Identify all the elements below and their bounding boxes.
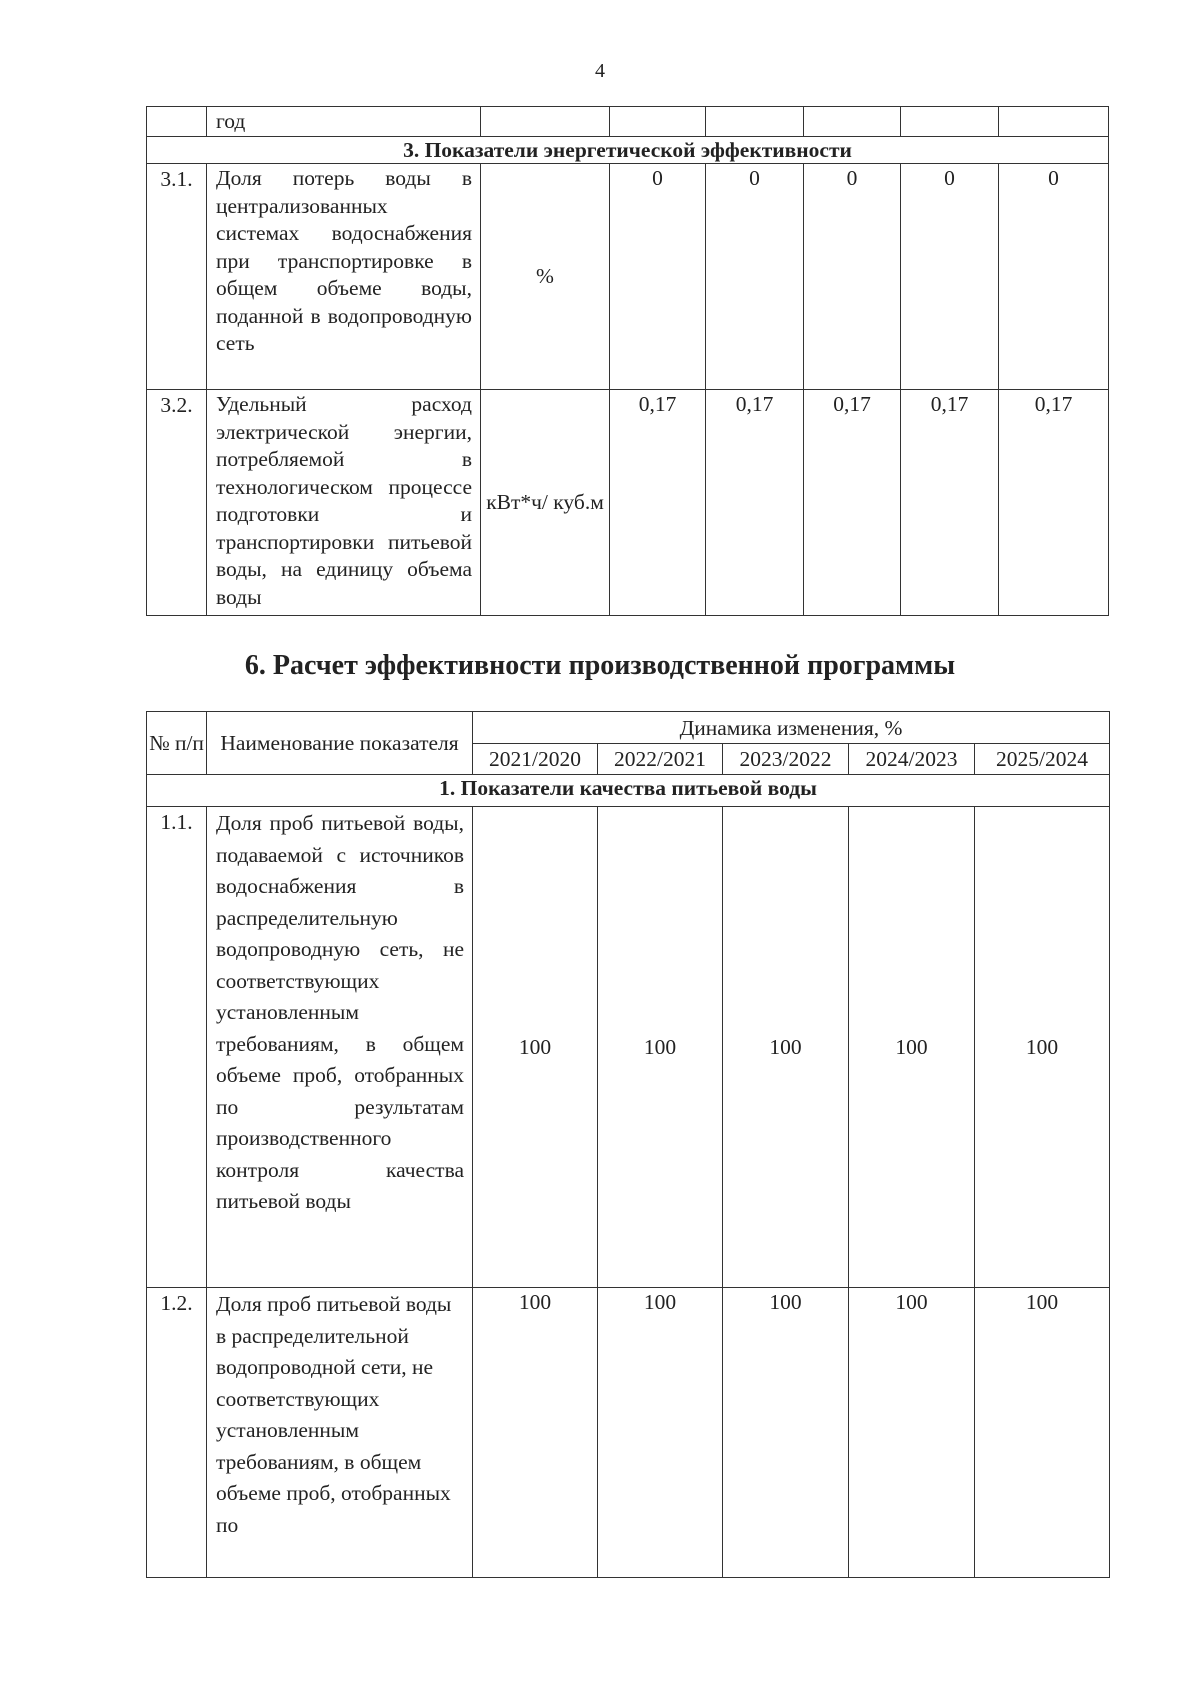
value-cell: 100 [473, 807, 598, 1288]
value-cell: 0 [999, 164, 1109, 390]
value-cell: 0,17 [610, 390, 706, 616]
row-index: 1.2. [147, 1288, 207, 1578]
value-cell: 100 [723, 807, 849, 1288]
table-row [147, 1288, 1110, 1578]
value-cell: 100 [723, 1288, 849, 1578]
cell [147, 107, 207, 137]
table-row [147, 807, 1110, 1288]
section-title: 3. Показатели энергетической эффективности [147, 137, 1109, 164]
column-header-dynamics: Динамика изменения, % [473, 712, 1110, 744]
column-header-year: 2023/2022 [723, 744, 849, 775]
value-cell: 100 [849, 807, 975, 1288]
section-heading: 6. Расчет эффективности производственной программы [244, 650, 956, 681]
column-header-year: 2021/2020 [473, 744, 598, 775]
indicator-name: Доля проб питьевой воды, подаваемой с источников водоснабжения в распределительную водопроводную сеть, не соответствующих установленным требованиям, в общем объеме проб, отобранных по результатам производственного контроля качества питьевой воды [207, 807, 473, 1288]
table-row [147, 390, 1109, 616]
value-cell: 100 [598, 807, 723, 1288]
value-cell: 0,17 [901, 390, 999, 616]
indicator-name: Доля потерь воды в централизованных системах водоснабжения при транспортировке в общем объеме воды, поданной в водопроводную сеть [207, 164, 481, 390]
value-cell: 100 [975, 1288, 1110, 1578]
page-number: 4 [595, 60, 605, 82]
value-cell: 100 [975, 807, 1110, 1288]
table-row [147, 107, 1109, 137]
section-row [147, 775, 1110, 807]
column-header-year: 2025/2024 [975, 744, 1110, 775]
value-cell: 0 [901, 164, 999, 390]
row-index: 3.2. [147, 390, 207, 616]
section-title: 1. Показатели качества питьевой воды [147, 775, 1110, 807]
row-index: 1.1. [147, 807, 207, 1288]
value-cell: 0,17 [804, 390, 901, 616]
column-header-year: 2022/2021 [598, 744, 723, 775]
column-header-name: Наименование показателя [207, 712, 473, 775]
indicator-name: Удельный расход электрической энергии, потребляемой в технологическом процессе подготовки и транспортировки питьевой воды, на единицу объема воды [207, 390, 481, 616]
value-cell: 0,17 [706, 390, 804, 616]
energy-efficiency-table [146, 106, 1109, 616]
unit: % [481, 164, 610, 390]
value-cell: 100 [849, 1288, 975, 1578]
efficiency-dynamics-table [146, 711, 1110, 1578]
row-index: 3.1. [147, 164, 207, 390]
value-cell: 0,17 [999, 390, 1109, 616]
value-cell: 0 [706, 164, 804, 390]
section-row [147, 137, 1109, 164]
value-cell: 100 [598, 1288, 723, 1578]
row-label-year: год [207, 107, 481, 137]
unit: кВт*ч/ куб.м [481, 390, 610, 616]
column-header-year: 2024/2023 [849, 744, 975, 775]
header-row [147, 712, 1110, 744]
value-cell: 0 [804, 164, 901, 390]
value-cell: 100 [473, 1288, 598, 1578]
table-row [147, 164, 1109, 390]
value-cell: 0 [610, 164, 706, 390]
indicator-name: Доля проб питьевой воды в распределительной водопроводной сети, не соответствующих установленным требованиям, в общем объеме проб, отобранных по [207, 1288, 473, 1578]
column-header-number: № п/п [147, 712, 207, 775]
